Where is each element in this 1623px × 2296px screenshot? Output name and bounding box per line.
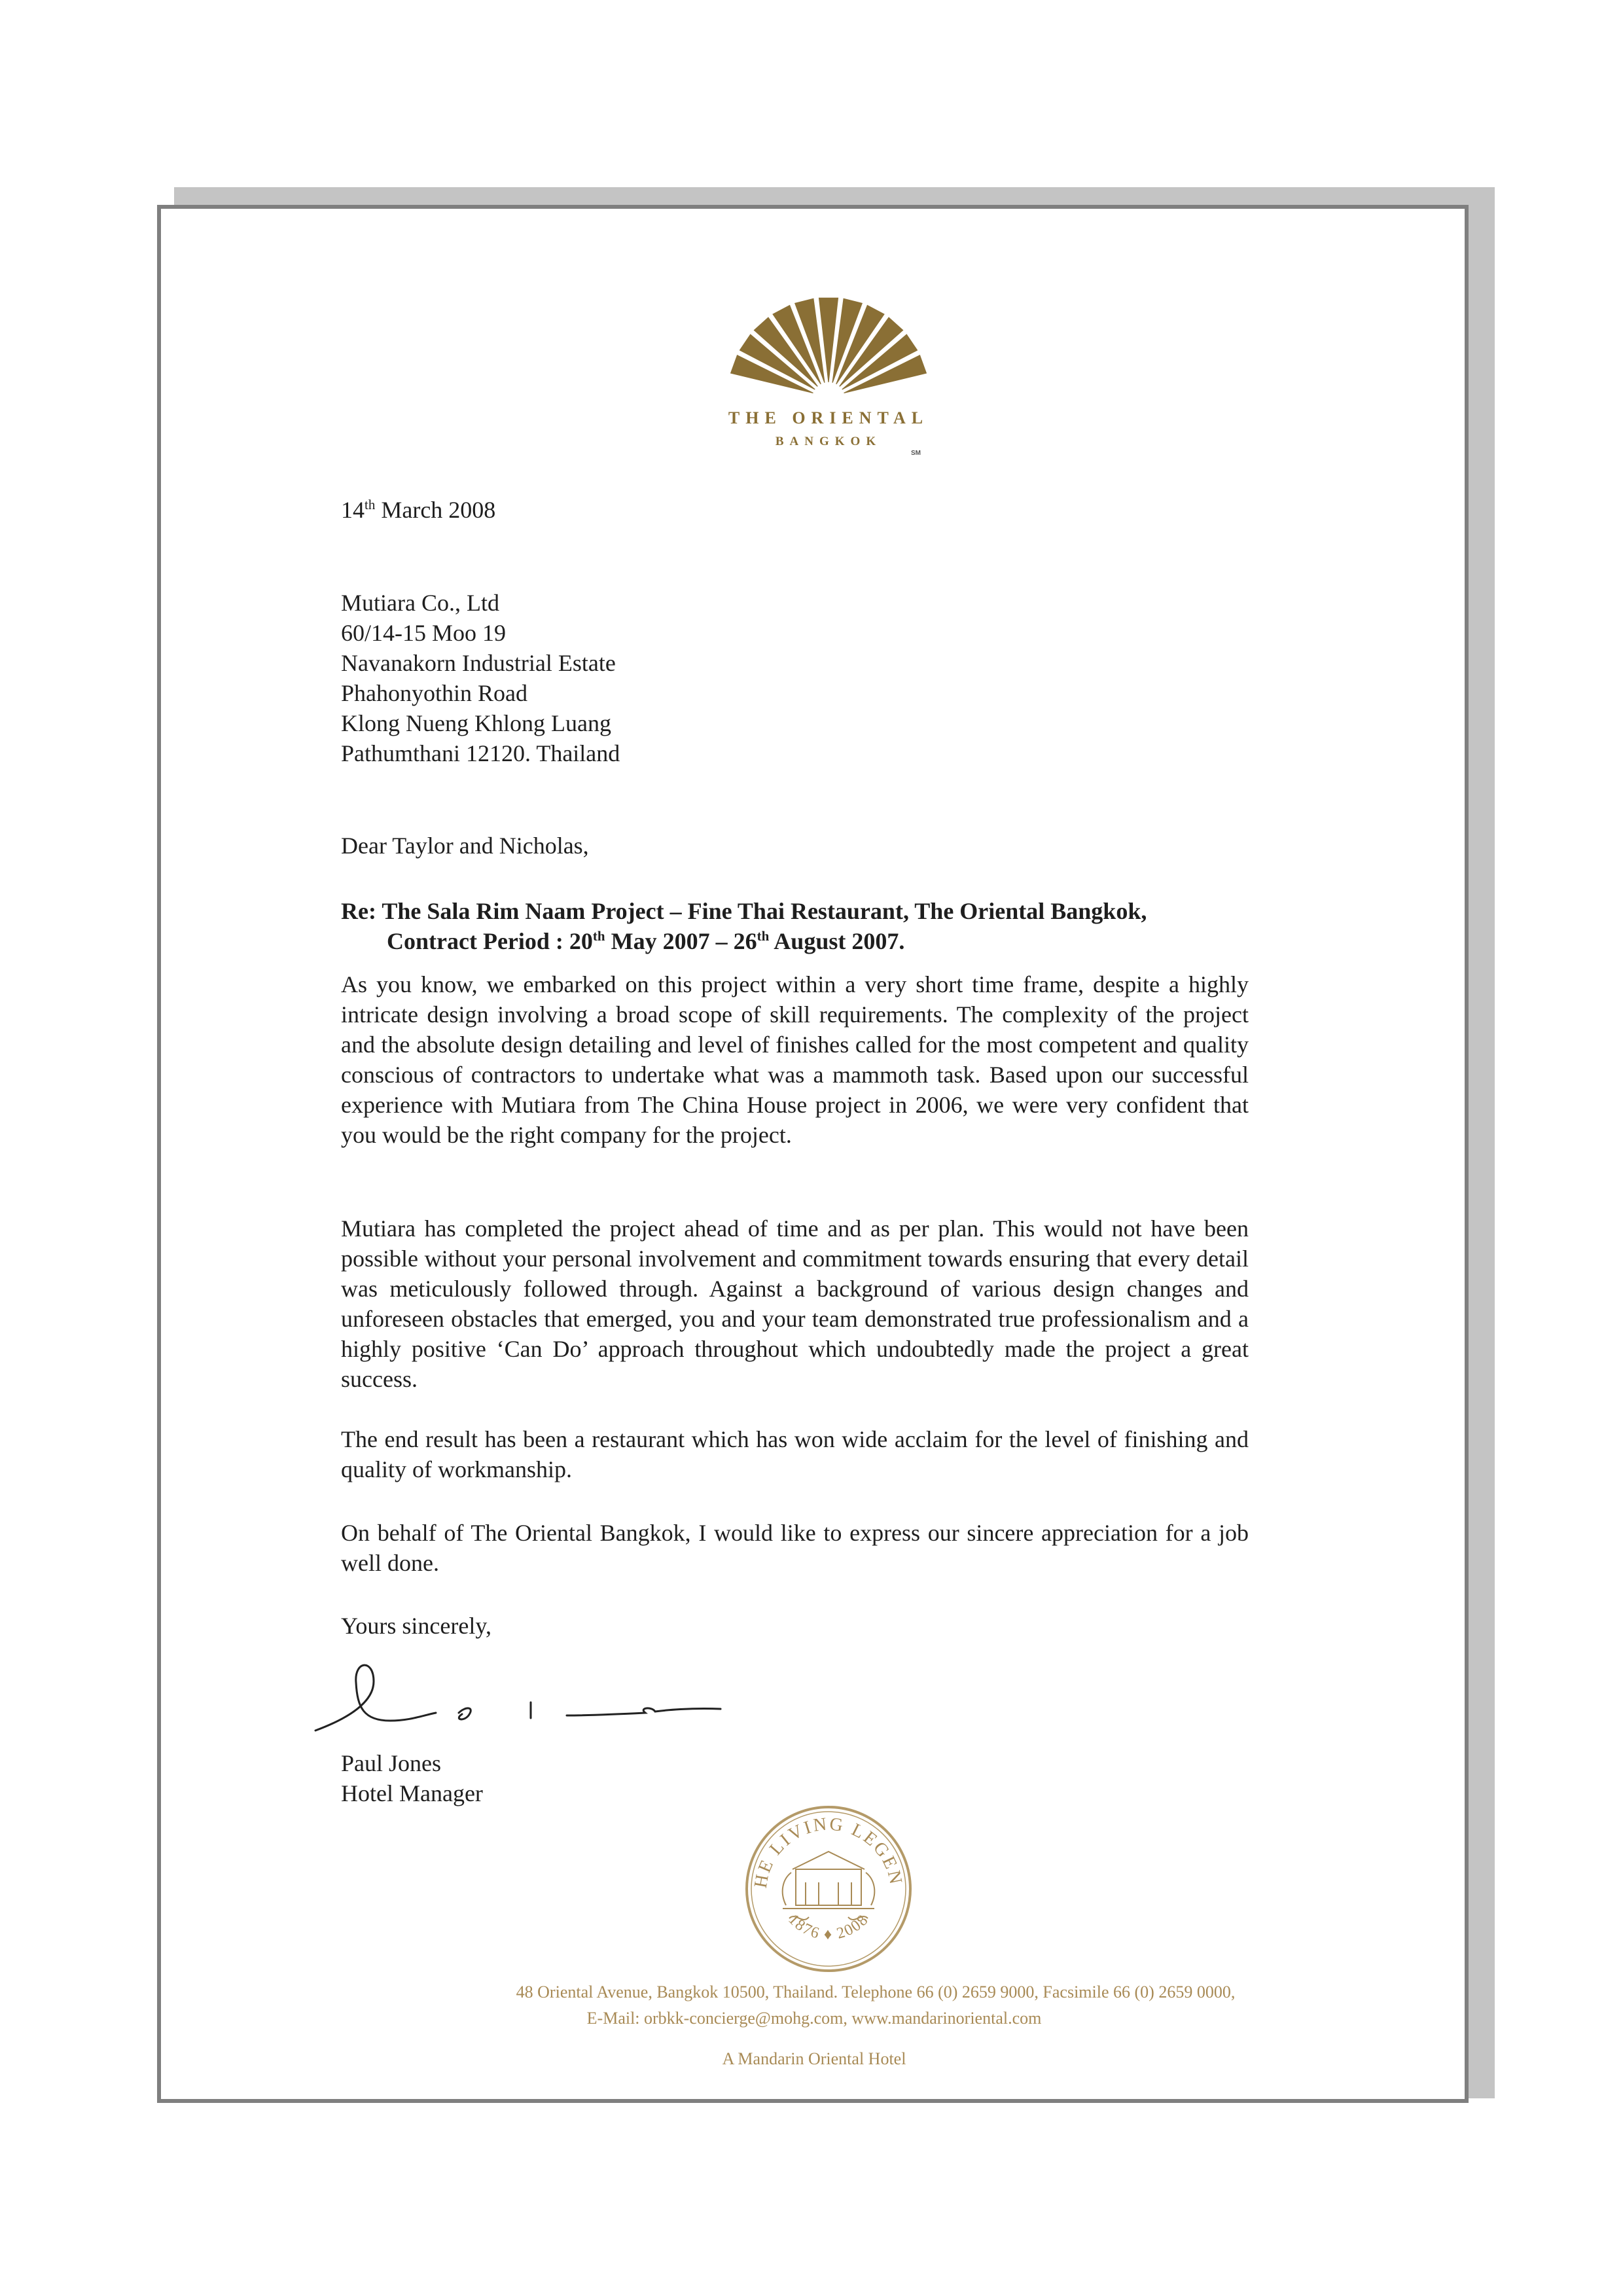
address-line: Navanakorn Industrial Estate [341,650,616,676]
subject-period-middle: May 2007 – 26 [605,928,757,954]
footer-address: 48 Oriental Avenue, Bangkok 10500, Thailand. Telephone 66 (0) 2659 9000, Facsimile 66 (0) 2659 0000, [516,1982,1236,2001]
footer-contact: E-Mail: orbkk-concierge@mohg.com, www.mandarinoriental.com [586,2009,1042,2028]
seal-years: 1876 ♦ 2008 [785,1910,872,1944]
seal-title: HE LIVING LEGEN [750,1814,906,1890]
paragraph-1: As you know, we embarked on this project within a very short time frame, despite a highly intricate design involving a broad scope of skill requirements. The complexity of the project and the absolute design detailing and level of finishes called for the most competent and quality conscious of contractors to undertake what was a mammoth task. Based upon our successful experience with Mutiara from The China House project in 2006, we were very confident that you would be the right company for the project. [341,971,1249,1148]
date-month-year: March 2008 [381,497,496,523]
signature-scribble [312,1655,743,1740]
paragraph-3: The end result has been a restaurant which has won wide acclaim for the level of finishing and quality of workmanship. [341,1426,1249,1482]
address-line: Phahonyothin Road [341,680,527,706]
signature [312,1655,743,1740]
date-suffix: th [365,497,376,512]
subject-line-2 [341,926,1249,956]
address-line: Klong Nueng Khlong Luang [341,710,611,736]
subject-period-start: Contract Period : 20 [387,928,593,954]
address-line: 60/14-15 Moo 19 [341,620,506,646]
signer-name: Paul Jones [341,1750,441,1776]
subject-ordinal: th [592,928,605,944]
subject-ordinal: th [757,928,770,944]
seal-emblem-icon [734,1794,923,1984]
address-line: Mutiara Co., Ltd [341,590,499,616]
anniversary-seal [734,1794,923,1984]
svg-text:1876 ♦ 2008 [785,1911,872,1943]
subject-period-end: August 2007. [769,928,905,954]
subject-line [341,896,1249,956]
salutation: Dear Taylor and Nicholas, [341,833,589,859]
recipient-address [341,588,1249,768]
letter-page [157,205,1469,2103]
letter-date [341,495,1249,525]
footer-group: A Mandarin Oriental Hotel [722,2049,906,2068]
subject-line-1: Re: The Sala Rim Naam Project – Fine Thai Restaurant, The Oriental Bangkok, [341,898,1147,924]
letterhead-logo [728,284,929,457]
service-mark: SM [911,450,921,457]
paragraph-4: On behalf of The Oriental Bangkok, I would like to express our sincere appreciation for a job well done. [341,1520,1249,1576]
address-line: Pathumthani 12120. Thailand [341,740,620,766]
hotel-city: BANGKOK [775,435,882,448]
closing: Yours sincerely, [341,1613,491,1639]
date-day: 14 [341,497,365,523]
signer-title: Hotel Manager [341,1780,483,1806]
fan-icon [730,284,927,405]
paragraph-2: Mutiara has completed the project ahead of time and as per plan. This would not have been possible without your personal involvement and commitment towards ensuring that every detail was meticulously followed through. Against a background of various design changes and unforeseen obstacles that emerged, you and your team demonstrated true professionalism and a highly positive ‘Can Do’ approach throughout which undoubtedly made the project a great success. [341,1215,1249,1392]
hotel-name: THE ORIENTAL [728,408,929,427]
